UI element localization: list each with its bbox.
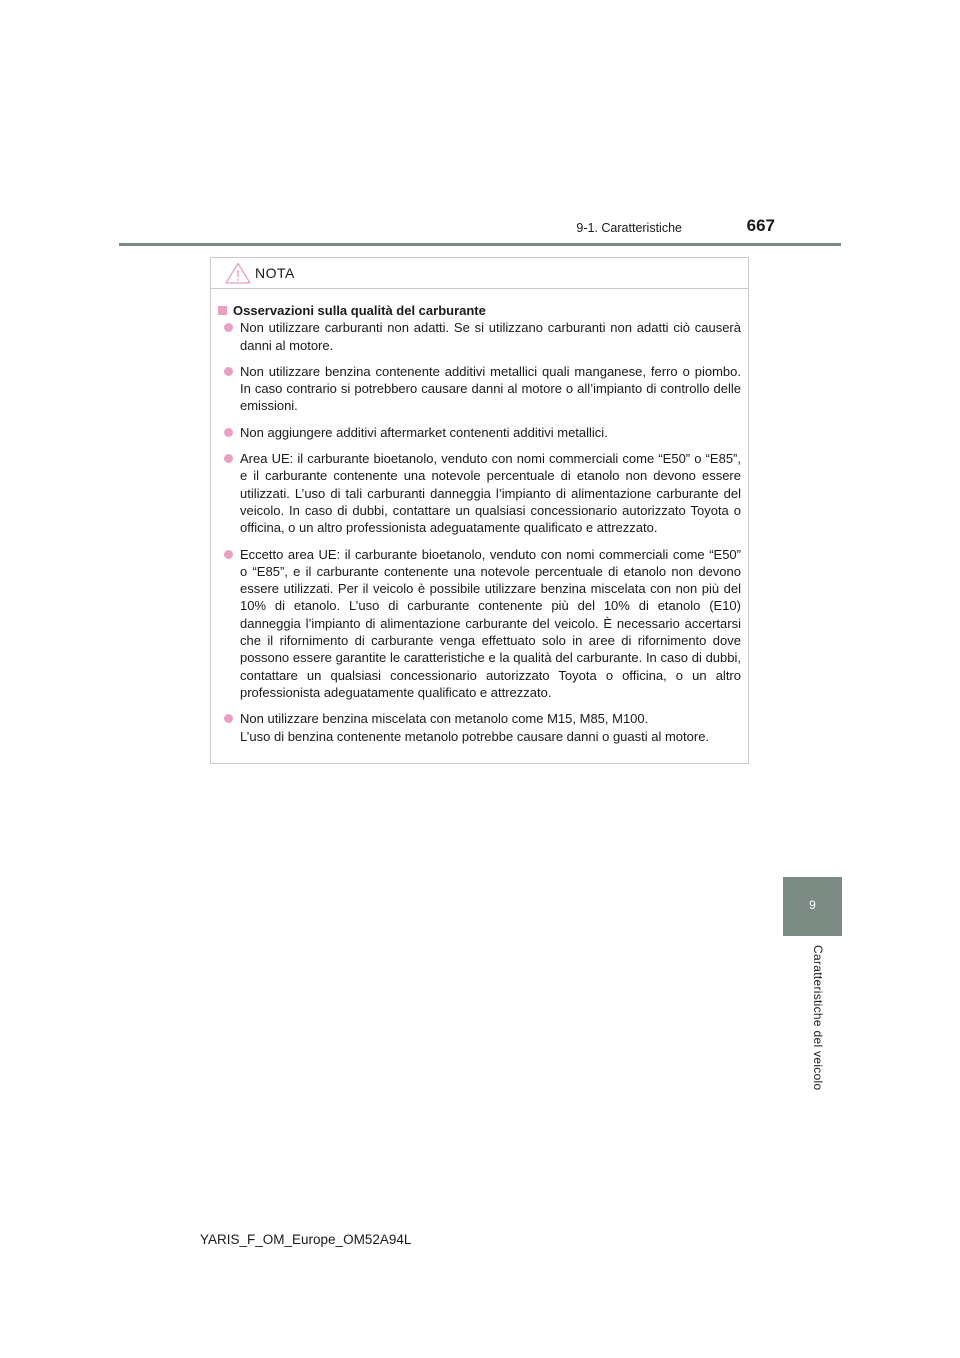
warning-triangle-icon — [225, 262, 251, 284]
bullet-dot-icon — [224, 323, 233, 332]
page-number: 667 — [746, 216, 775, 235]
list-item — [224, 546, 741, 702]
list-item — [224, 424, 741, 441]
note-heading-text: Osservazioni sulla qualità del carburante — [233, 303, 486, 318]
chapter-title: Caratteristiche del veicolo — [811, 945, 825, 1091]
chapter-tab — [783, 877, 842, 936]
bullet-dot-icon — [224, 714, 233, 723]
list-item-text: Non aggiungere additivi aftermarket contenenti additivi metallici. — [240, 424, 608, 440]
header-rule — [119, 243, 841, 246]
note-header — [211, 258, 748, 289]
list-item — [224, 319, 741, 354]
footer-doc-code: YARIS_F_OM_Europe_OM52A94L — [200, 1232, 412, 1247]
list-item-text: Eccetto area UE: il carburante bioetanolo, venduto con nomi commerciali come “E50” o “E85”, e il carburante contenente una notevole percentuale di etanolo non devono essere utilizzati. Per il veicolo è possibile utilizzare benzina miscelata con non più del 10% di etanolo. L’uso di carburante contenente più del 10% di etanolo (E10) danneggia l’impianto di alimentazione carburante del veicolo. È necessario accertarsi che il rifornimento di carburante venga effettuato solo in aree di rifornimento dove possono essere garantite le caratteristiche e la qualità del carburante. In caso di dubbi, contattare un qualsiasi concessionario autorizzato Toyota o officina, o un altro professionista adeguatamente qualificato e attrezzato. — [240, 546, 741, 700]
bullet-dot-icon — [224, 454, 233, 463]
list-item-text-continued: L’uso di benzina contenente metanolo potrebbe causare danni o guasti al motore. — [240, 728, 710, 744]
list-item — [224, 450, 741, 536]
bullet-dot-icon — [224, 367, 233, 376]
section-title: 9-1. Caratteristiche — [576, 221, 682, 235]
note-title: NOTA — [255, 265, 295, 281]
list-item-text: Non utilizzare benzina miscelata con metanolo come M15, M85, M100. — [240, 711, 649, 727]
bullet-dot-icon — [224, 550, 233, 559]
note-box — [210, 257, 749, 764]
list-item-text: Non utilizzare benzina contenente additivi metallici quali manganese, ferro o piombo. In caso contrario si potrebbero causare danni al motore o all’impianto di controllo delle emissioni. — [240, 363, 741, 414]
square-bullet-icon — [218, 306, 227, 315]
list-item — [224, 710, 741, 745]
note-body — [211, 289, 748, 745]
note-heading — [218, 302, 741, 319]
chapter-number: 9 — [809, 898, 816, 912]
list-item-text: Area UE: il carburante bioetanolo, venduto con nomi commerciali come “E50” o “E85”, e il carburante contenente una notevole percentuale di etanolo non devono essere utilizzati. L’uso di tali carburanti danneggia l’impianto di alimentazione carburante del veicolo. In caso di dubbi, contattare un qualsiasi concessionario autorizzato Toyota o officina, o un altro professionista adeguatamente qualificato e attrezzato. — [240, 451, 741, 536]
list-item-text: Non utilizzare carburanti non adatti. Se si utilizzano carburanti non adatti ciò causerà danni al motore. — [240, 320, 741, 353]
list-item — [224, 363, 741, 415]
bullet-dot-icon — [224, 428, 233, 437]
